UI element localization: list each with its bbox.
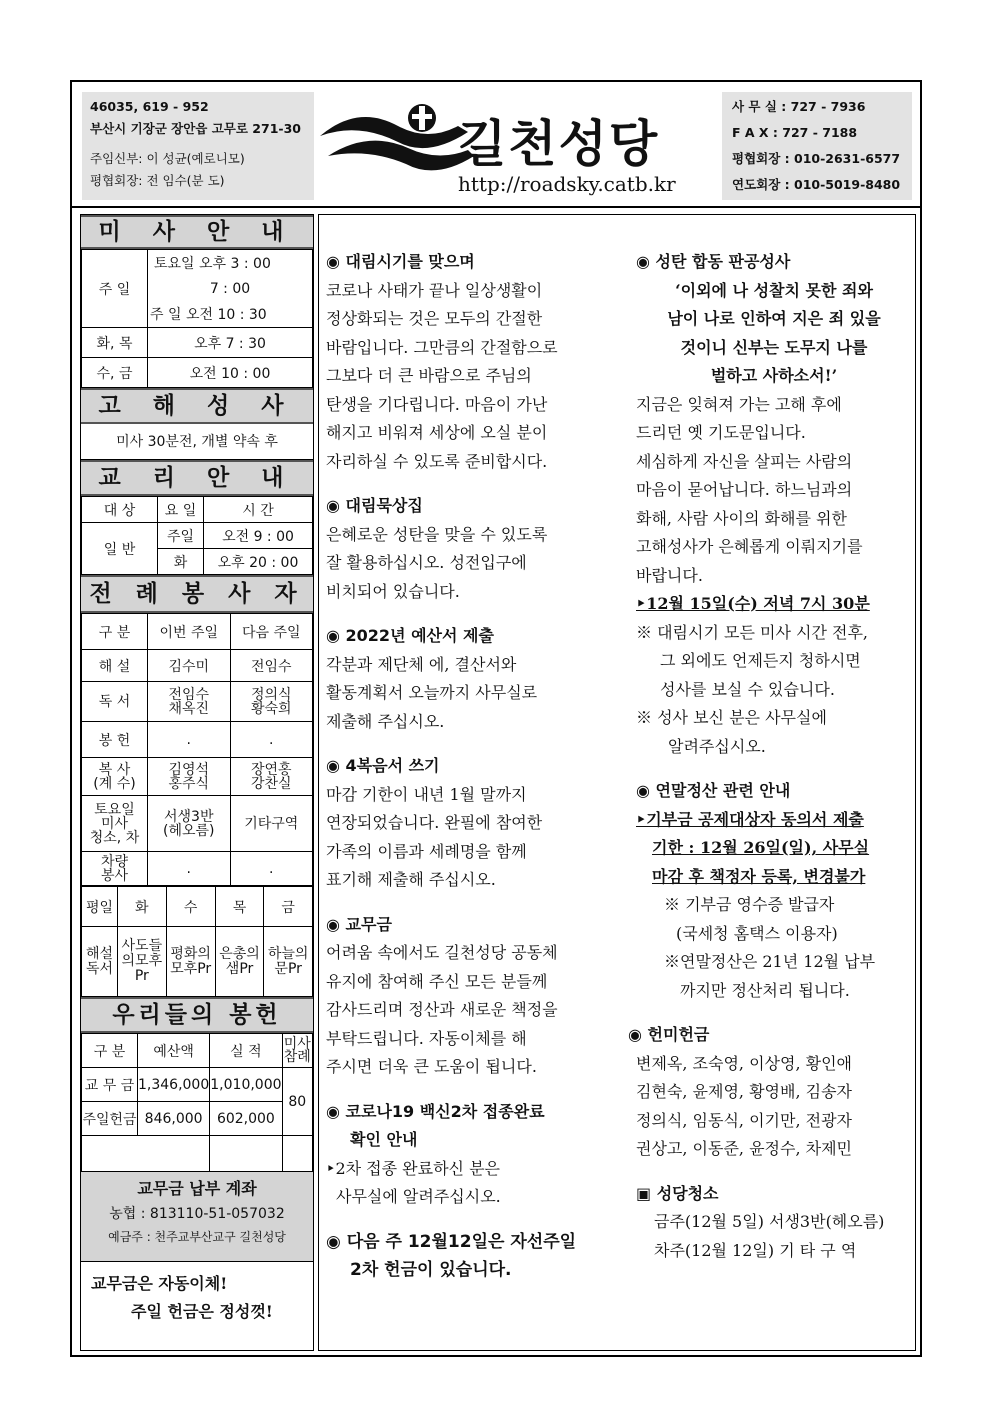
section-line: 주시면 더욱 큰 도움이 됩니다. [326, 1057, 537, 1076]
section-line: 고해성사가 은혜롭게 이뤄지기를 [636, 537, 863, 556]
cat-day-1: 주일 [158, 523, 204, 549]
note-line: ※ 성사 보신 분은 사무실에 [636, 708, 827, 727]
lit-next: . [230, 852, 313, 886]
lit-row-label: 복 사 (계 수) [82, 758, 148, 796]
cat-day-2: 화 [158, 549, 204, 575]
tax-note: ※ 기부금 영수증 발급자 [664, 895, 835, 914]
section-line: 세심하게 자신을 살피는 사람의 [636, 451, 853, 471]
section-line: 바랍니다. [636, 565, 703, 585]
weekday-tue: 화 [118, 887, 167, 927]
off-h1: 구 분 [82, 1034, 138, 1068]
prayer-quote: 남이 나로 인하여 지은 죄 있을 [667, 309, 881, 328]
address: 부산시 기장군 장안읍 고무로 271-30 [90, 121, 301, 136]
lit-this: 김수미 [148, 650, 231, 682]
weekday-label: 평일 [82, 887, 118, 927]
sidebar [80, 214, 314, 1351]
section-line: 드리던 옛 기도문입니다. [636, 423, 806, 442]
prayer-quote: 것이니 신부는 도무지 나를 [680, 337, 868, 357]
pastor: 주임신부: 이 성균(예로니모) [90, 151, 245, 166]
section-heading: ◉ 성탄 합동 판공성사 [636, 252, 791, 271]
tuethu-mass: 오후 7 : 30 [148, 328, 313, 358]
off-r1-label: 교 무 금 [82, 1068, 138, 1102]
section-line: 탄생을 기다립니다. 마음이 가난 [326, 394, 548, 414]
section-line: 코로나 사태가 끝나 일상생활이 [326, 280, 543, 300]
lit-this: 전임수 채옥진 [148, 682, 231, 722]
donor-line: 권상고, 이동준, 윤정수, 차제민 [636, 1139, 852, 1158]
confession-text: 미사 30분전, 개별 약속 후 [81, 424, 313, 460]
section-line: 비치되어 있습니다. [326, 581, 460, 601]
section-line: 은혜로운 성탄을 맞을 수 있도록 [326, 524, 548, 544]
liturgy-table [81, 613, 313, 886]
section-heading: ◉ 다음 주 12월12일은 자선주일 [326, 1231, 577, 1252]
section-heading: ◉ 2022년 예산서 제출 [326, 626, 494, 645]
lit-row-label: 봉 헌 [82, 722, 148, 758]
off-attendance: 80 [282, 1068, 312, 1136]
lit-this: . [148, 722, 231, 758]
lit-h3: 다음 주일 [230, 614, 313, 650]
section-heading-cont: 확인 안내 [350, 1130, 418, 1149]
off-empty [210, 1136, 282, 1172]
note-line: 그 외에도 언제든지 청하시면 [660, 651, 861, 670]
notice-line-1: 교무금은 자동이체! [91, 1274, 228, 1293]
postal-code: 46035, 619 - 952 [90, 99, 209, 114]
lit-next: . [230, 722, 313, 758]
tuethu-label: 화, 목 [82, 328, 148, 358]
off-r2-actual: 602,000 [210, 1102, 282, 1136]
lit-next: 전임수 [230, 650, 313, 682]
cat-time-2: 오후 20 : 00 [204, 549, 313, 575]
lit-h2: 이번 주일 [148, 614, 231, 650]
church-name: 길천성당 [458, 115, 660, 173]
account-holder: 예금주 : 천주교부산교구 길천성당 [108, 1230, 286, 1244]
section-line: 마음이 묻어납니다. 하느님과의 [636, 480, 853, 499]
donor-line: 변제옥, 조숙영, 이상영, 황인애 [636, 1053, 852, 1073]
lit-row-label: 해 설 [82, 650, 148, 682]
council-phone: 평협회장 : 010-2631-6577 [732, 151, 901, 166]
lit-this: 김영석 홍주식 [148, 758, 231, 796]
account-number: 농협 : 813110-51-057032 [109, 1206, 285, 1222]
off-r1-actual: 1,010,000 [210, 1068, 282, 1102]
off-r1-budget: 1,346,000 [138, 1068, 210, 1102]
website-url[interactable]: http://roadsky.catb.kr [458, 172, 676, 196]
section-line: 정상화되는 것은 모두의 간절한 [326, 309, 543, 328]
section-line: 각분과 제단체 에, 결산서와 [326, 654, 517, 674]
header-address-box [82, 92, 314, 200]
section-line: 잘 활용하십시오. 성전입구에 [326, 553, 527, 572]
section-line: 사무실에 알려주십시오. [336, 1187, 501, 1206]
off-h3: 실 적 [210, 1034, 282, 1068]
column-right [628, 248, 912, 1265]
catechism-title: 교 리 안 내 [81, 460, 313, 496]
lit-this: . [148, 852, 231, 886]
section-line: 활동계획서 오늘까지 사무실로 [326, 683, 538, 702]
weekday-tue-group: 사도들 의모후 Pr [118, 927, 167, 997]
lit-next: 장연홍 강찬실 [230, 758, 313, 796]
time-header: 시 간 [204, 497, 313, 523]
confession-title: 고 해 성 사 [81, 388, 313, 424]
tax-note: 마감 후 책정자 등록, 변경불가 [652, 866, 866, 886]
weekday-row-label: 해설 독서 [82, 927, 118, 997]
weekday-table [81, 886, 313, 997]
donor-line: 정의식, 임동식, 이기만, 전광자 [636, 1110, 852, 1130]
wedfri-mass: 오전 10 : 00 [148, 358, 313, 388]
weekday-wed: 수 [166, 887, 215, 927]
mass-title: 미 사 안 내 [81, 215, 313, 249]
section-line: 유지에 참여해 주신 모든 분들께 [326, 971, 548, 991]
lit-next: 기타구역 [230, 796, 313, 852]
target-header: 대 상 [82, 497, 158, 523]
section-heading: ◉ 교무금 [326, 914, 392, 934]
notice-line-2: 주일 헌금은 정성껏! [131, 1302, 273, 1321]
section-line: 어려움 속에서도 길천성당 공동체 [326, 943, 558, 962]
weekday-thu: 목 [215, 887, 264, 927]
note-line: 성사를 보실 수 있습니다. [660, 679, 835, 699]
tax-note: ‣기부금 공제대상자 동의서 제출 [636, 809, 864, 829]
section-line: 표기해 제출해 주십시오. [326, 870, 496, 889]
account-box [81, 1172, 313, 1262]
lit-row-label: 독 서 [82, 682, 148, 722]
section-line: 가족의 이름과 세례명을 함께 [326, 841, 527, 861]
prayer-quote: ‘이외에 나 성찰치 못한 죄와 [675, 280, 873, 300]
section-heading: ◉ 대림시기를 맞으며 [326, 252, 475, 271]
wedfri-label: 수, 금 [82, 358, 148, 388]
catechism-table [81, 496, 313, 575]
section-line: 그보다 더 큰 바람으로 주님의 [326, 366, 532, 385]
lit-this: 서생3반 (헤오름) [148, 796, 231, 852]
off-h4: 미사 참례 [282, 1034, 312, 1068]
section-line: 자리하실 수 있도록 준비합시다. [326, 451, 548, 471]
section-heading: ◉ 대림묵상집 [326, 496, 423, 515]
column-left [326, 248, 616, 1285]
lit-row-label: 토요일 미사 청소, 차 [82, 796, 148, 852]
lit-next: 정의식 황숙희 [230, 682, 313, 722]
section-line: 제출해 주십시오. [326, 711, 445, 731]
cleaning-next-week: 차주(12월 12일) 기 타 구 역 [654, 1240, 857, 1260]
lit-h1: 구 분 [82, 614, 148, 650]
tax-note: 까지만 정산처리 됩니다. [680, 980, 850, 1000]
fax-number: F A X : 727 - 7188 [732, 125, 858, 140]
section-line: 마감 기한이 내년 1월 말까지 [326, 784, 527, 804]
section-heading: ◉ 연말정산 관련 안내 [636, 781, 791, 800]
section-line: ‣2차 접종 완료하신 분은 [326, 1158, 500, 1178]
section-line: 해지고 비워져 세상에 오실 분이 [326, 423, 548, 442]
section-line: 지금은 잊혀져 가는 고해 후에 [636, 394, 842, 414]
sunday-label: 주 일 [82, 250, 148, 328]
lit-row-label: 차량 봉사 [82, 852, 148, 886]
off-empty [82, 1136, 210, 1172]
off-empty [282, 1136, 312, 1172]
header-contact-box [722, 92, 912, 200]
weekday-thu-group: 은총의 샘Pr [215, 927, 264, 997]
donor-line: 김현숙, 윤제영, 황영배, 김송자 [636, 1082, 852, 1101]
note-line: 알려주십시오. [668, 736, 766, 756]
section-heading-cont: 2차 헌금이 있습니다. [350, 1260, 512, 1280]
tax-note: ※연말정산은 21년 12월 납부 [664, 952, 876, 971]
section-heading: ◉ 코로나19 백신2차 접종완료 [326, 1101, 545, 1121]
cat-time-1: 오전 9 : 00 [204, 523, 313, 549]
off-r2-budget: 846,000 [138, 1102, 210, 1136]
header-divider [72, 206, 920, 208]
general-label: 일 반 [82, 523, 158, 575]
offering-table [81, 1033, 313, 1172]
office-phone: 사 무 실 : 727 - 7936 [732, 99, 866, 114]
off-h2: 예산액 [138, 1034, 210, 1068]
cleaning-this-week: 금주(12월 5일) 서생3반(헤오름) [654, 1212, 885, 1231]
section-line: 화해, 사람 사이의 화해를 위한 [636, 508, 847, 528]
yeondo-phone: 연도회장 : 010-5019-8480 [732, 177, 901, 192]
mass-table [81, 249, 313, 388]
section-line: 부탁드립니다. 자동이체를 해 [326, 1028, 527, 1048]
liturgy-title: 전 례 봉 사 자 [81, 575, 313, 613]
section-line: 연장되었습니다. 완필에 참여한 [326, 813, 543, 832]
council-president: 평협회장: 전 임수(분 도) [90, 173, 225, 188]
section-heading: ▣ 성당청소 [636, 1183, 719, 1203]
prayer-quote: 벌하고 사하소서!’ [710, 366, 838, 385]
section-heading: ◉ 헌미헌금 [628, 1025, 710, 1044]
weekday-fri: 금 [264, 887, 313, 927]
section-line: 감사드리며 정산과 새로운 책정을 [326, 1000, 558, 1019]
section-heading: ◉ 4복음서 쓰기 [326, 756, 440, 775]
off-r2-label: 주일헌금 [82, 1102, 138, 1136]
offering-title: 우리들의 봉헌 [81, 997, 313, 1033]
weekday-wed-group: 평화의 모후Pr [166, 927, 215, 997]
sun-mass: 주 일 오전 10 : 30 [148, 302, 313, 328]
notice-box [81, 1262, 313, 1334]
sat-mass-2: 7 : 00 [148, 276, 313, 302]
confession-date: ‣12월 15일(수) 저녁 7시 30분 [636, 594, 870, 613]
tax-note: (국세청 홈택스 이용자) [676, 923, 838, 943]
day-header: 요 일 [158, 497, 204, 523]
note-line: ※ 대림시기 모든 미사 시간 전후, [636, 622, 868, 642]
tax-note: 기한 : 12월 26일(일), 사무실 [652, 838, 870, 857]
weekday-fri-group: 하늘의 문Pr [264, 927, 313, 997]
account-title: 교무금 납부 계좌 [137, 1179, 257, 1198]
section-line: 바람입니다. 그만큼의 간절함으로 [326, 337, 558, 357]
sat-mass: 토요일 오후 3 : 00 [148, 250, 313, 276]
